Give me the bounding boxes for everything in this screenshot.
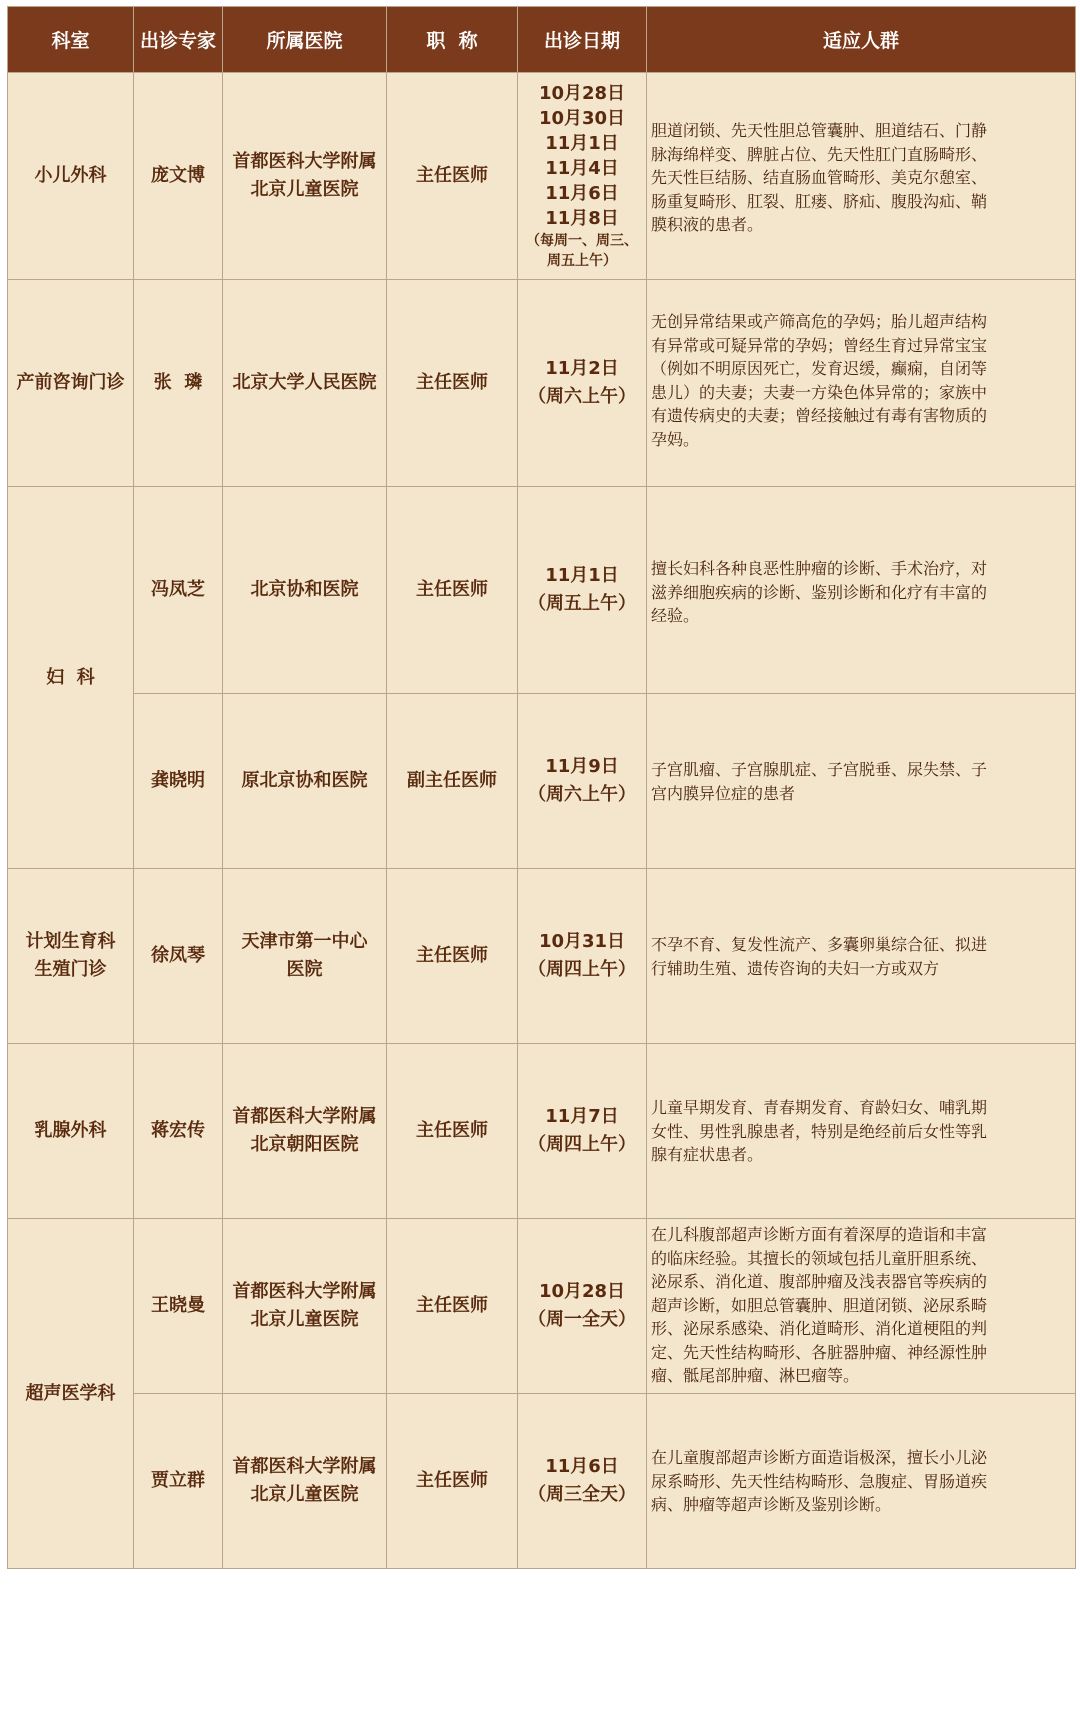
hospital-cell: 原北京协和医院 <box>223 694 387 869</box>
title-cell: 主任医师 <box>387 73 518 280</box>
date-line: 10月31日 <box>538 931 626 952</box>
table-row <box>8 869 1076 1044</box>
audience-line: 脉海绵样变、脾脏占位、先天性肛门直肠畸形、 <box>651 144 988 164</box>
date-note: 周五上午） <box>547 253 617 269</box>
department-cell: 产前咨询门诊 <box>8 280 134 487</box>
audience-line: 无创异常结果或产筛高危的孕妈；胎儿超声结构 <box>651 312 988 331</box>
expert-cell: 冯凤芝 <box>134 487 223 694</box>
hospital-cell <box>223 1219 387 1394</box>
table-row <box>8 280 1076 487</box>
date-line: （周六上午） <box>528 386 636 407</box>
expert-cell: 徐凤琴 <box>134 869 223 1044</box>
audience-line: 形、泌尿系感染、消化道畸形、消化道梗阻的判 <box>651 1319 988 1338</box>
title-cell: 主任医师 <box>387 280 518 487</box>
audience-cell <box>647 1219 1076 1394</box>
audience-line: 女性、男性乳腺患者，特别是绝经前后女性等乳 <box>651 1121 988 1141</box>
expert-cell: 贾立群 <box>134 1394 223 1569</box>
expert-cell: 龚晓明 <box>134 694 223 869</box>
hospital-cell <box>223 869 387 1044</box>
title-cell: 主任医师 <box>387 1394 518 1569</box>
title-cell: 主任医师 <box>387 487 518 694</box>
hospital-line: 首都医科大学附属 <box>232 1281 377 1302</box>
date-line: （周四上午） <box>528 959 636 980</box>
department-cell: 乳腺外科 <box>8 1044 134 1219</box>
table-row <box>8 1219 1076 1394</box>
table-header-row <box>8 7 1076 73</box>
department-cell: 超声医学科 <box>8 1219 134 1569</box>
date-line: 11月2日 <box>545 358 619 379</box>
header-expert: 出诊专家 <box>134 7 223 73</box>
date-line: （周六上午） <box>528 784 636 805</box>
department-cell <box>8 869 134 1044</box>
header-date: 出诊日期 <box>518 7 647 73</box>
audience-cell <box>647 487 1076 694</box>
date-cell <box>518 280 647 487</box>
date-line: （周五上午） <box>528 593 636 614</box>
date-line: 10月28日 <box>538 83 626 104</box>
hospital-cell <box>223 1044 387 1219</box>
date-line: 11月9日 <box>545 756 619 777</box>
date-cell <box>518 1219 647 1394</box>
header-department: 科室 <box>8 7 134 73</box>
table-row <box>8 73 1076 280</box>
hospital-cell <box>223 1394 387 1569</box>
audience-line: 在儿科腹部超声诊断方面有着深厚的造诣和丰富 <box>651 1225 988 1244</box>
hospital-line: 天津市第一中心 <box>241 931 368 952</box>
audience-cell <box>647 869 1076 1044</box>
date-line: （周四上午） <box>528 1134 636 1155</box>
expert-cell: 蒋宏传 <box>134 1044 223 1219</box>
date-line: 11月6日 <box>545 1456 619 1477</box>
department-line: 计划生育科 <box>25 931 116 952</box>
expert-cell: 张 璘 <box>134 280 223 487</box>
audience-cell <box>647 73 1076 280</box>
date-cell <box>518 1044 647 1219</box>
header-audience: 适应人群 <box>647 7 1076 73</box>
date-line: 10月28日 <box>538 1281 626 1302</box>
audience-cell <box>647 1394 1076 1569</box>
audience-line: 腺有症状患者。 <box>651 1145 764 1164</box>
date-cell <box>518 1394 647 1569</box>
date-line: （周三全天） <box>528 1484 636 1505</box>
hospital-line: 首都医科大学附属 <box>232 1456 377 1477</box>
audience-line: 定、先天性结构畸形、各脏器肿瘤、神经源性肿 <box>651 1342 988 1362</box>
audience-line: 超声诊断，如胆总管囊肿、胆道闭锁、泌尿系畸 <box>651 1295 988 1315</box>
audience-line: 有异常或可疑异常的孕妈；曾经生育过异常宝宝 <box>651 335 988 355</box>
expert-cell: 庞文博 <box>134 73 223 280</box>
hospital-line: 医院 <box>286 959 323 980</box>
date-line: 11月6日 <box>545 183 619 204</box>
date-cell <box>518 73 647 280</box>
schedule-table-container <box>7 6 1075 1703</box>
audience-line: 经验。 <box>651 606 700 625</box>
audience-line: 不孕不育、复发性流产、多囊卵巢综合征、拟进 <box>651 935 988 954</box>
audience-cell <box>647 280 1076 487</box>
hospital-line: 北京朝阳医院 <box>250 1134 359 1155</box>
date-line: 10月30日 <box>538 108 626 129</box>
table-row <box>8 1044 1076 1219</box>
audience-cell <box>647 694 1076 869</box>
title-cell: 主任医师 <box>387 1044 518 1219</box>
audience-line: 先天性巨结肠、结直肠血管畸形、美克尔憩室、 <box>651 168 988 187</box>
audience-cell <box>647 1044 1076 1219</box>
date-note: （每周一、周三、 <box>526 233 638 249</box>
hospital-cell <box>223 73 387 280</box>
audience-line: 擅长妇科各种良恶性肿瘤的诊断、手术治疗，对 <box>651 559 988 578</box>
audience-line: 膜积液的患者。 <box>651 215 764 234</box>
audience-line: 泌尿系、消化道、腹部肿瘤及浅表器官等疾病的 <box>651 1272 988 1291</box>
audience-line: 孕妈。 <box>651 429 700 449</box>
audience-line: （例如不明原因死亡，发育迟缓，癫痫，自闭等 <box>651 359 988 378</box>
date-line: 11月8日 <box>545 208 619 229</box>
date-cell <box>518 869 647 1044</box>
audience-line: 儿童早期发育、青春期发育、育龄妇女、哺乳期 <box>651 1098 988 1117</box>
hospital-cell: 北京协和医院 <box>223 487 387 694</box>
table-row <box>8 1394 1076 1569</box>
audience-line: 患儿）的夫妻；夫妻一方染色体异常的；家族中 <box>651 382 988 402</box>
expert-cell: 王晓曼 <box>134 1219 223 1394</box>
audience-line: 病、肿瘤等超声诊断及鉴别诊断。 <box>651 1495 892 1514</box>
header-title: 职 称 <box>387 7 518 73</box>
title-cell: 副主任医师 <box>387 694 518 869</box>
audience-line: 宫内膜异位症的患者 <box>651 783 796 803</box>
header-hospital: 所属医院 <box>223 7 387 73</box>
hospital-cell: 北京大学人民医院 <box>223 280 387 487</box>
audience-line: 胆道闭锁、先天性胆总管囊肿、胆道结石、门静 <box>651 121 988 140</box>
hospital-line: 首都医科大学附属 <box>232 151 377 172</box>
clinic-schedule-table <box>7 6 1076 1569</box>
audience-line: 子宫肌瘤、子宫腺肌症、子宫脱垂、尿失禁、子 <box>651 760 988 779</box>
audience-line: 的临床经验。其擅长的领域包括儿童肝胆系统、 <box>651 1248 988 1268</box>
department-cell: 妇 科 <box>8 487 134 869</box>
audience-line: 肠重复畸形、肛裂、肛瘘、脐疝、腹股沟疝、鞘 <box>651 191 988 211</box>
date-cell <box>518 694 647 869</box>
hospital-line: 北京儿童医院 <box>250 1484 359 1505</box>
audience-line: 在儿童腹部超声诊断方面造诣极深，擅长小儿泌 <box>651 1448 988 1467</box>
hospital-line: 北京儿童医院 <box>250 1309 359 1330</box>
audience-line: 尿系畸形、先天性结构畸形、急腹症、胃肠道疾 <box>651 1471 988 1491</box>
audience-line: 行辅助生殖、遗传咨询的夫妇一方或双方 <box>651 958 940 978</box>
date-line: 11月1日 <box>545 565 619 586</box>
date-line: （周一全天） <box>528 1309 636 1330</box>
date-line: 11月4日 <box>545 158 619 179</box>
title-cell: 主任医师 <box>387 869 518 1044</box>
date-cell <box>518 487 647 694</box>
audience-line: 瘤、骶尾部肿瘤、淋巴瘤等。 <box>651 1366 860 1385</box>
title-cell: 主任医师 <box>387 1219 518 1394</box>
table-row <box>8 694 1076 869</box>
hospital-line: 北京儿童医院 <box>250 179 359 200</box>
date-line: 11月7日 <box>545 1106 619 1127</box>
department-line: 生殖门诊 <box>34 959 107 980</box>
department-cell: 小儿外科 <box>8 73 134 280</box>
audience-line: 有遗传病史的夫妻；曾经接触过有毒有害物质的 <box>651 406 988 425</box>
date-line: 11月1日 <box>545 133 619 154</box>
audience-line: 滋养细胞疾病的诊断、鉴别诊断和化疗有丰富的 <box>651 582 988 602</box>
table-row <box>8 487 1076 694</box>
hospital-line: 首都医科大学附属 <box>232 1106 377 1127</box>
